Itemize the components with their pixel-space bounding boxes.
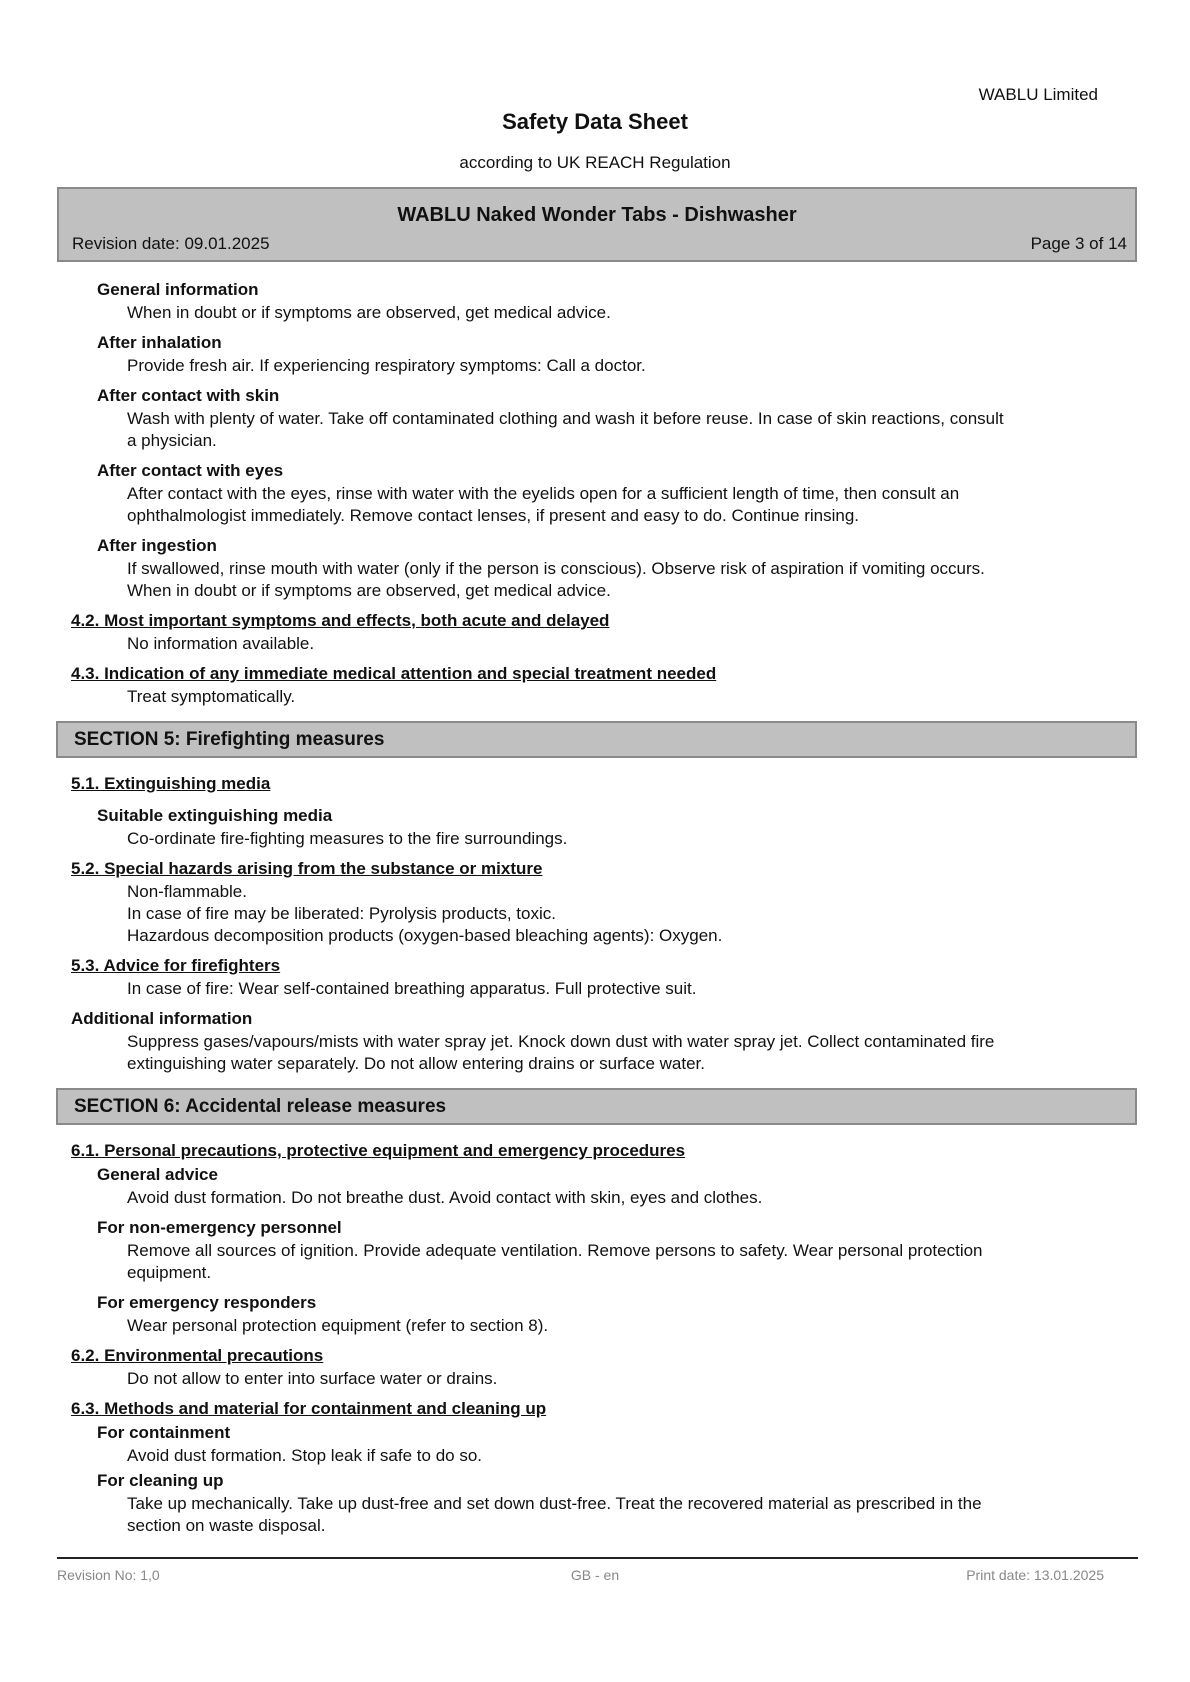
- section-4-3-heading: 4.3. Indication of any immediate medical attention and special treatment needed: [71, 664, 717, 683]
- non-emergency-heading: For non-emergency personnel: [97, 1218, 342, 1237]
- page-content: [0, 280, 1190, 1537]
- page-number: Page 3 of 14: [1030, 234, 1127, 253]
- section-6-2-text: Do not allow to enter into surface water or drains.: [127, 1369, 498, 1388]
- after-ingestion-heading: After ingestion: [97, 536, 217, 555]
- section-5-2-heading: 5.2. Special hazards arising from the substance or mixture: [71, 859, 543, 878]
- document-subtitle: according to UK REACH Regulation: [459, 153, 731, 172]
- suitable-media-text: Co-ordinate fire-fighting measures to the fire surroundings.: [127, 829, 568, 848]
- after-ingestion-text: If swallowed, rinse mouth with water (only if the person is conscious). Observe risk of aspiration if vomiting occurs. When in doubt or if symptoms are observed, get medical advice.: [127, 559, 985, 600]
- section-6-title-bar: SECTION 6: Accidental release measures: [56, 1088, 1137, 1125]
- document-title: Safety Data Sheet: [502, 109, 688, 134]
- additional-information-heading: Additional information: [71, 1009, 253, 1028]
- cleaning-up-heading: For cleaning up: [97, 1471, 224, 1490]
- containment-text: Avoid dust formation. Stop leak if safe to do so.: [127, 1446, 482, 1465]
- section-5-3-text: In case of fire: Wear self-contained breathing apparatus. Full protective suit.: [127, 979, 697, 998]
- suitable-media-heading: Suitable extinguishing media: [97, 806, 333, 825]
- company-name: WABLU Limited: [978, 85, 1098, 104]
- section-4-3-text: Treat symptomatically.: [127, 687, 296, 706]
- section-4-2-text: No information available.: [127, 634, 315, 653]
- after-inhalation-heading: After inhalation: [97, 333, 222, 352]
- emergency-responders-heading: For emergency responders: [97, 1293, 317, 1312]
- general-information-text: When in doubt or if symptoms are observed, get medical advice.: [127, 303, 611, 322]
- print-date: Print date: 13.01.2025: [966, 1567, 1104, 1583]
- after-skin-contact-heading: After contact with skin: [97, 386, 280, 405]
- general-information-heading: General information: [97, 280, 259, 299]
- after-inhalation-text: Provide fresh air. If experiencing respiratory symptoms: Call a doctor.: [127, 356, 646, 375]
- section-6-2-heading: 6.2. Environmental precautions: [71, 1346, 324, 1365]
- product-header-box: [57, 187, 1137, 262]
- locale-label: GB - en: [570, 1567, 620, 1583]
- non-emergency-text: Remove all sources of ignition. Provide adequate ventilation. Remove persons to safety. Wear personal protection equipment.: [127, 1241, 983, 1282]
- containment-heading: For containment: [97, 1423, 231, 1442]
- section-5-2-line-2: In case of fire may be liberated: Pyrolysis products, toxic.: [127, 904, 556, 923]
- additional-information-text: Suppress gases/vapours/mists with water spray jet. Knock down dust with water spray jet. Collect contaminated fire extinguishing water separately. Do not allow entering drains or surface water.: [127, 1032, 995, 1073]
- general-advice-text: Avoid dust formation. Do not breathe dust. Avoid contact with skin, eyes and clothes.: [127, 1188, 763, 1207]
- section-6-3-heading: 6.3. Methods and material for containment and cleaning up: [71, 1399, 547, 1418]
- footer-divider: [57, 1557, 1138, 1559]
- after-skin-contact-text: Wash with plenty of water. Take off contaminated clothing and wash it before reuse. In case of skin reactions, consult a physician.: [127, 409, 1004, 450]
- section-5-title-bar: SECTION 5: Firefighting measures: [56, 721, 1137, 758]
- section-5-1-heading: 5.1. Extinguishing media: [71, 774, 271, 793]
- revision-number: Revision No: 1,0: [57, 1567, 160, 1583]
- section-5-2-line-1: Non-flammable.: [127, 882, 247, 901]
- after-eye-contact-text: After contact with the eyes, rinse with water with the eyelids open for a sufficient length of time, then consult an ophthalmologist immediately. Remove contact lenses, if present and easy to do. Continue rinsing.: [127, 484, 960, 525]
- emergency-responders-text: Wear personal protection equipment (refer to section 8).: [127, 1316, 549, 1335]
- section-4-2-heading: 4.2. Most important symptoms and effects, both acute and delayed: [71, 611, 610, 630]
- revision-date: Revision date: 09.01.2025: [72, 234, 270, 253]
- general-advice-heading: General advice: [97, 1165, 218, 1184]
- section-5-2-line-3: Hazardous decomposition products (oxygen-based bleaching agents): Oxygen.: [127, 926, 723, 945]
- section-6-1-heading: 6.1. Personal precautions, protective equipment and emergency procedures: [71, 1141, 686, 1160]
- cleaning-up-text: Take up mechanically. Take up dust-free and set down dust-free. Treat the recovered material as prescribed in the section on waste disposal.: [127, 1494, 982, 1535]
- product-name: WABLU Naked Wonder Tabs - Dishwasher: [397, 204, 797, 226]
- section-5-3-heading: 5.3. Advice for firefighters: [71, 956, 281, 975]
- after-eye-contact-heading: After contact with eyes: [97, 461, 284, 480]
